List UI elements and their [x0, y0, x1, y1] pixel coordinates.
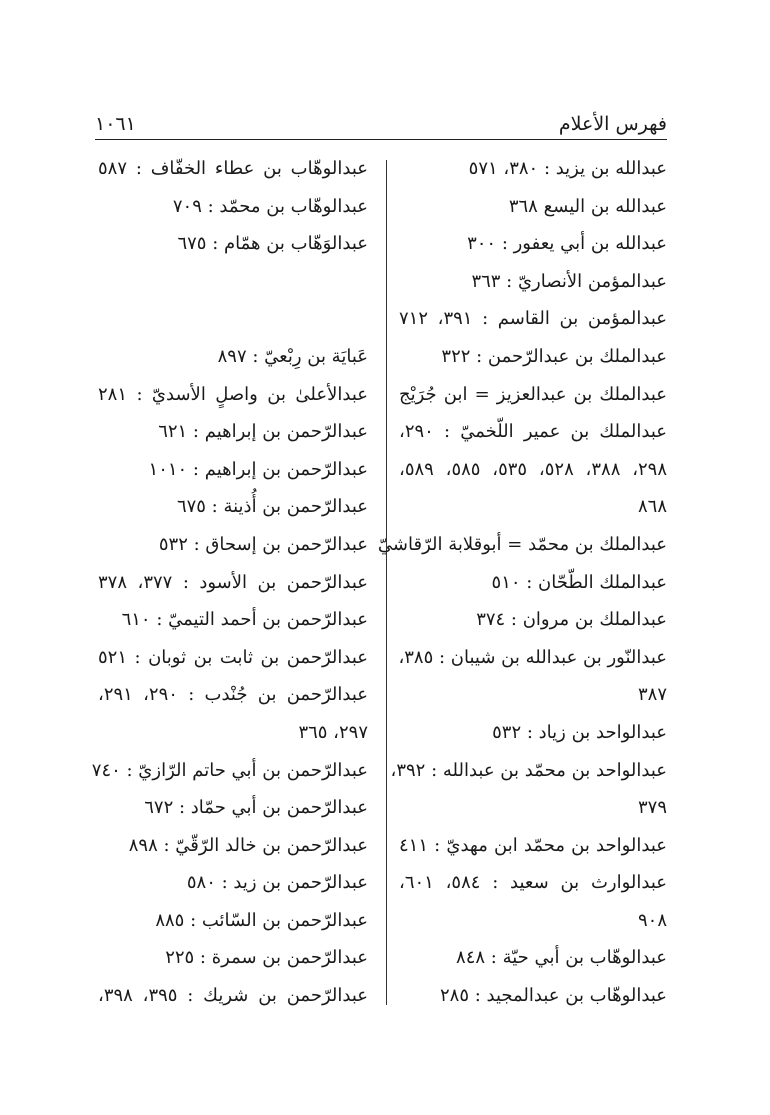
index-entry: عبدالأعلىٰ بن واصلٍ الأسديّ : ٢٨١	[98, 383, 368, 405]
index-entry: عبدالرّحمن بن أبي حاتم الرّازيّ : ٧٤٠	[91, 759, 368, 781]
index-entry: عبدالملك الطّحّان : ٥١٠	[491, 571, 667, 593]
index-entry-continuation: ٣٨٧	[637, 684, 667, 706]
index-entry: عبدالواحد بن محمّد بن عبدالله : ٣٩٢،	[390, 759, 667, 781]
index-entry: عَبايَة بن رِبْعيّ : ٨٩٧	[217, 345, 368, 367]
index-entry: عبدالرّحمن بن سمرة : ٢٢٥	[165, 947, 368, 969]
index-entry: عبدالرّحمن بن إبراهيم : ١٠١٠	[148, 458, 368, 480]
index-entry: عبدالوهّاب بن عطاء الخفّاف : ٥٨٧	[98, 158, 368, 179]
right-column	[377, 150, 668, 1015]
index-entry: عبدالواحد بن زياد : ٥٣٢	[492, 721, 667, 743]
running-title: فهرس الأعلام	[558, 113, 667, 135]
index-entry: عبدالرّحمن بن أُذينة : ٦٧٥	[176, 496, 368, 518]
index-entry: عبدالرّحمن بن زيد : ٥٨٠	[186, 872, 368, 894]
index-entry: عبدالرّحمن بن شريك : ٣٩٥، ٣٩٨،	[98, 985, 369, 1007]
index-entry: عبدالملك بن مروان : ٣٧٤	[476, 609, 667, 631]
index-entry: عبدالرّحمن بن إسحاق : ٥٣٢	[158, 533, 368, 555]
index-entry: عبدالله بن اليسع ٣٦٨	[508, 195, 667, 217]
index-entry: عبدالمؤمن الأنصاريّ : ٣٦٣	[471, 270, 667, 292]
index-entry: عبدالوارث بن سعيد : ٥٨٤، ٦٠١،	[399, 872, 668, 894]
left-column	[91, 150, 369, 1015]
index-entry: عبدالوهّاب بن عبدالمجيد : ٢٨٥	[439, 985, 667, 1007]
index-entry: عبدالملك بن عبدالرّحمن : ٣٢٢	[441, 345, 667, 367]
page-header	[95, 108, 667, 140]
index-entry: عبدالرّحمن بن خالد الرّقّيّ : ٨٩٨	[128, 834, 368, 856]
index-entry: عبدالواحد بن محمّد ابن مهديّ : ٤١١	[399, 834, 667, 856]
index-entry: عبدالملك بن عمير اللّخميّ : ٢٩٠،	[399, 421, 667, 443]
index-entry-continuation: ٢٩٧، ٣٦٥	[298, 721, 368, 743]
index-entry: عبدالوهّاب بن أبي حيّة : ٨٤٨	[456, 947, 667, 969]
index-entry: عبدالرّحمن بن جُنْدب : ٢٩٠، ٢٩١،	[98, 684, 368, 706]
column-divider	[386, 160, 387, 1005]
index-entry: عبدالوهّاب بن محمّد : ٧٠٩	[172, 195, 368, 217]
index-entry-continuation: ٣٧٩	[637, 797, 667, 819]
index-entry: عبدالمؤمن بن القاسم : ٣٩١، ٧١٢	[399, 308, 667, 330]
index-entry: عبدالرّحمن بن السّائب : ٨٨٥	[155, 909, 368, 931]
index-entry: عبدالنّور بن عبدالله بن شيبان : ٣٨٥،	[398, 646, 667, 668]
index-entry: ٢٩٨، ٣٨٨، ٥٢٨، ٥٣٥، ٥٨٥، ٥٨٩،	[399, 458, 668, 480]
index-entry: عبدالوَهّاب بن همّام : ٦٧٥	[177, 233, 368, 255]
index-entry-continuation: ٨٦٨	[637, 496, 667, 518]
index-entry: عبدالرّحمن بن أحمد التيميّ : ٦١٠	[121, 609, 368, 631]
index-entry: عبدالرّحمن بن الأسود : ٣٧٧، ٣٧٨	[98, 571, 368, 593]
page-number: ١٠٦١	[95, 113, 136, 135]
index-entry: عبدالرّحمن بن أبي حمّاد : ٦٧٢	[144, 797, 368, 819]
index-entry: عبدالملك بن عبدالعزيز = ابن جُرَيْج	[399, 383, 667, 405]
entry-gap	[98, 263, 368, 338]
index-entry: عبدالرّحمن بن إبراهيم : ٦٢١	[158, 421, 368, 443]
index-entry: عبدالله بن يزيد : ٣٨٠، ٥٧١	[468, 158, 667, 179]
index-entry: عبدالملك بن محمّد = أبوقلابة الرّقاشيّ	[377, 533, 667, 555]
index-entry: عبدالله بن أبي يعفور : ٣٠٠	[467, 233, 667, 255]
header-rule	[95, 139, 667, 140]
index-entry-continuation: ٩٠٨	[637, 909, 667, 931]
index-entry: عبدالرّحمن بن ثابت بن ثوبان : ٥٢١	[98, 646, 368, 668]
